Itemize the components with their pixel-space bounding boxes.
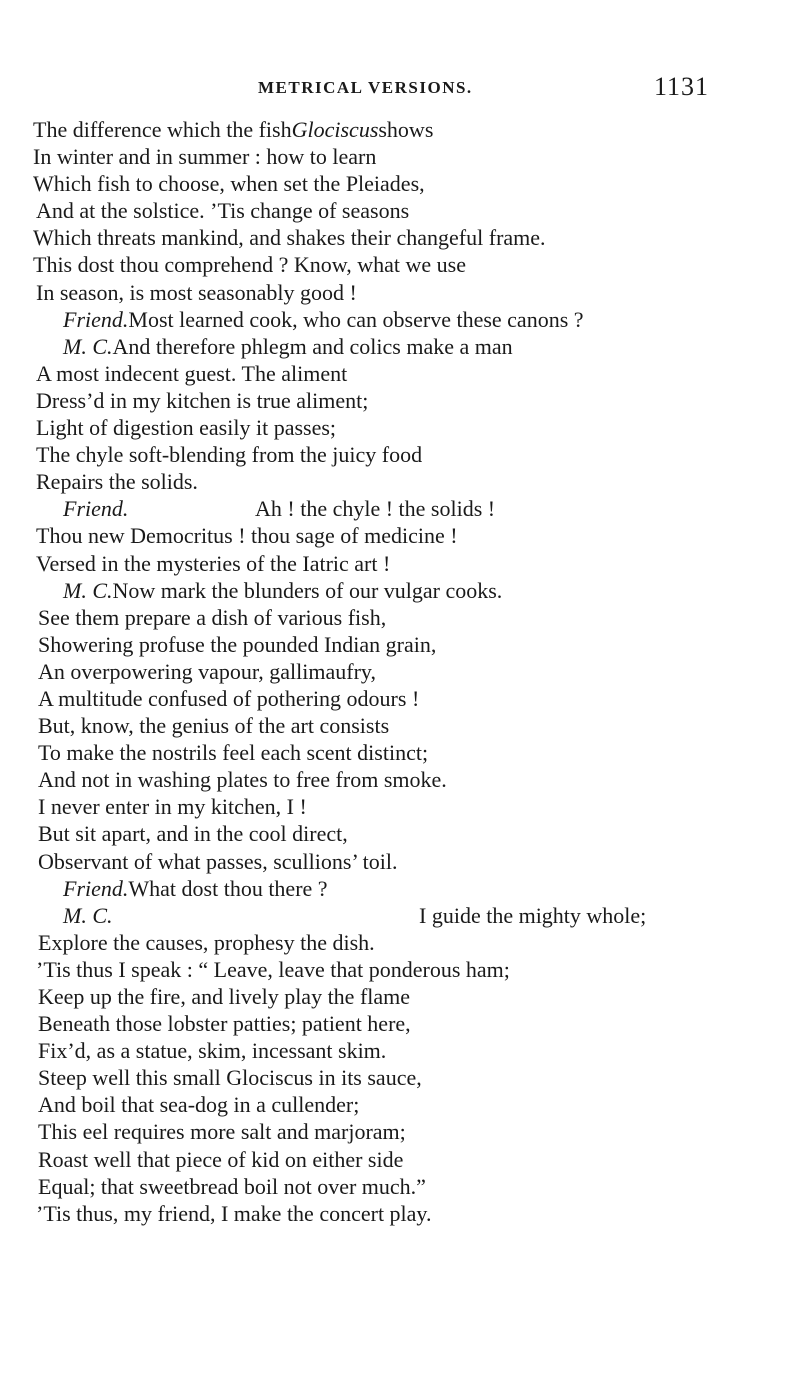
verse-line: See them prepare a dish of various fish, bbox=[38, 604, 387, 630]
verse-line: In winter and in summer : how to learn bbox=[33, 144, 377, 170]
verse-line: Roast well that piece of kid on either side bbox=[38, 1146, 404, 1172]
verse-line: Which fish to choose, when set the Pleiades, bbox=[33, 171, 425, 197]
verse-line: This dost thou comprehend ? Know, what we use bbox=[33, 252, 466, 278]
verse-line: The difference which the fishGlociscusshows bbox=[33, 117, 434, 142]
verse-line: Thou new Democritus ! thou sage of medicine ! bbox=[36, 523, 458, 549]
verse-line: ’Tis thus, my friend, I make the concert play. bbox=[36, 1200, 432, 1226]
verse-line: I never enter in my kitchen, I ! bbox=[38, 794, 307, 820]
verse-line: This eel requires more salt and marjoram; bbox=[38, 1119, 406, 1145]
verse-line: Versed in the mysteries of the Iatric art ! bbox=[36, 550, 391, 576]
verse-line: In season, is most seasonably good ! bbox=[36, 279, 357, 305]
verse-line: Steep well this small Glociscus in its sauce, bbox=[38, 1065, 422, 1091]
verse-line: Fix’d, as a statue, skim, incessant skim. bbox=[38, 1038, 387, 1064]
verse-line: A most indecent guest. The aliment bbox=[36, 360, 348, 386]
verse-line: The chyle soft-blending from the juicy food bbox=[36, 442, 423, 468]
speaker-line: Friend.Most learned cook, who can observe these canons ? bbox=[63, 306, 584, 332]
speaker-line: M. C. I guide the mighty whole; bbox=[63, 902, 647, 928]
verse-line: Keep up the fire, and lively play the flame bbox=[38, 984, 411, 1009]
running-title: METRICAL VERSIONS. bbox=[258, 78, 473, 97]
verse-line: And at the solstice. ’Tis change of seasons bbox=[36, 198, 410, 224]
verse-line: But sit apart, and in the cool direct, bbox=[38, 821, 348, 847]
verse-line: Beneath those lobster patties; patient here, bbox=[38, 1011, 411, 1037]
speaker-name: Friend. bbox=[63, 875, 129, 901]
verse-line: But, know, the genius of the art consists bbox=[38, 713, 390, 739]
speaker-name: Friend. bbox=[63, 496, 129, 522]
speaker-line: M. C.Now mark the blunders of our vulgar cooks. bbox=[63, 577, 503, 603]
speaker-name: M. C. bbox=[63, 902, 113, 928]
verse-line: Showering profuse the pounded Indian grain, bbox=[38, 631, 437, 657]
verse-line: Repairs the solids. bbox=[36, 469, 198, 495]
speaker-name: M. C. bbox=[63, 577, 113, 603]
speaker-line: Friend. Ah ! the chyle ! the solids ! bbox=[63, 496, 496, 522]
verse-line: And boil that sea-dog in a cullender; bbox=[38, 1092, 360, 1118]
poem-text bbox=[0, 116, 804, 1227]
page-number: 1131 bbox=[654, 72, 710, 101]
verse-line: To make the nostrils feel each scent distinct; bbox=[38, 740, 429, 766]
verse-line: ’Tis thus I speak : “ Leave, leave that ponderous ham; bbox=[36, 956, 510, 982]
speaker-name: Friend. bbox=[63, 306, 129, 332]
speaker-line: M. C.And therefore phlegm and colics make a man bbox=[63, 333, 513, 359]
verse-line: An overpowering vapour, gallimaufry, bbox=[38, 658, 376, 684]
verse-line: Equal; that sweetbread boil not over much.” bbox=[38, 1173, 426, 1199]
verse-line: Light of digestion easily it passes; bbox=[36, 415, 337, 441]
fish-name: Glociscus bbox=[291, 117, 379, 142]
verse-line: A multitude confused of pothering odours ! bbox=[38, 685, 420, 711]
verse-line: And not in washing plates to free from smoke. bbox=[38, 767, 447, 793]
speaker-line: Friend.What dost thou there ? bbox=[63, 875, 328, 901]
verse-line: Dress’d in my kitchen is true aliment; bbox=[36, 387, 369, 413]
verse-line: Observant of what passes, scullions’ toil. bbox=[38, 848, 398, 874]
verse-line: Explore the causes, prophesy the dish. bbox=[38, 929, 375, 955]
speaker-name: M. C. bbox=[63, 333, 113, 359]
verse-line: Which threats mankind, and shakes their changeful frame. bbox=[33, 225, 546, 251]
